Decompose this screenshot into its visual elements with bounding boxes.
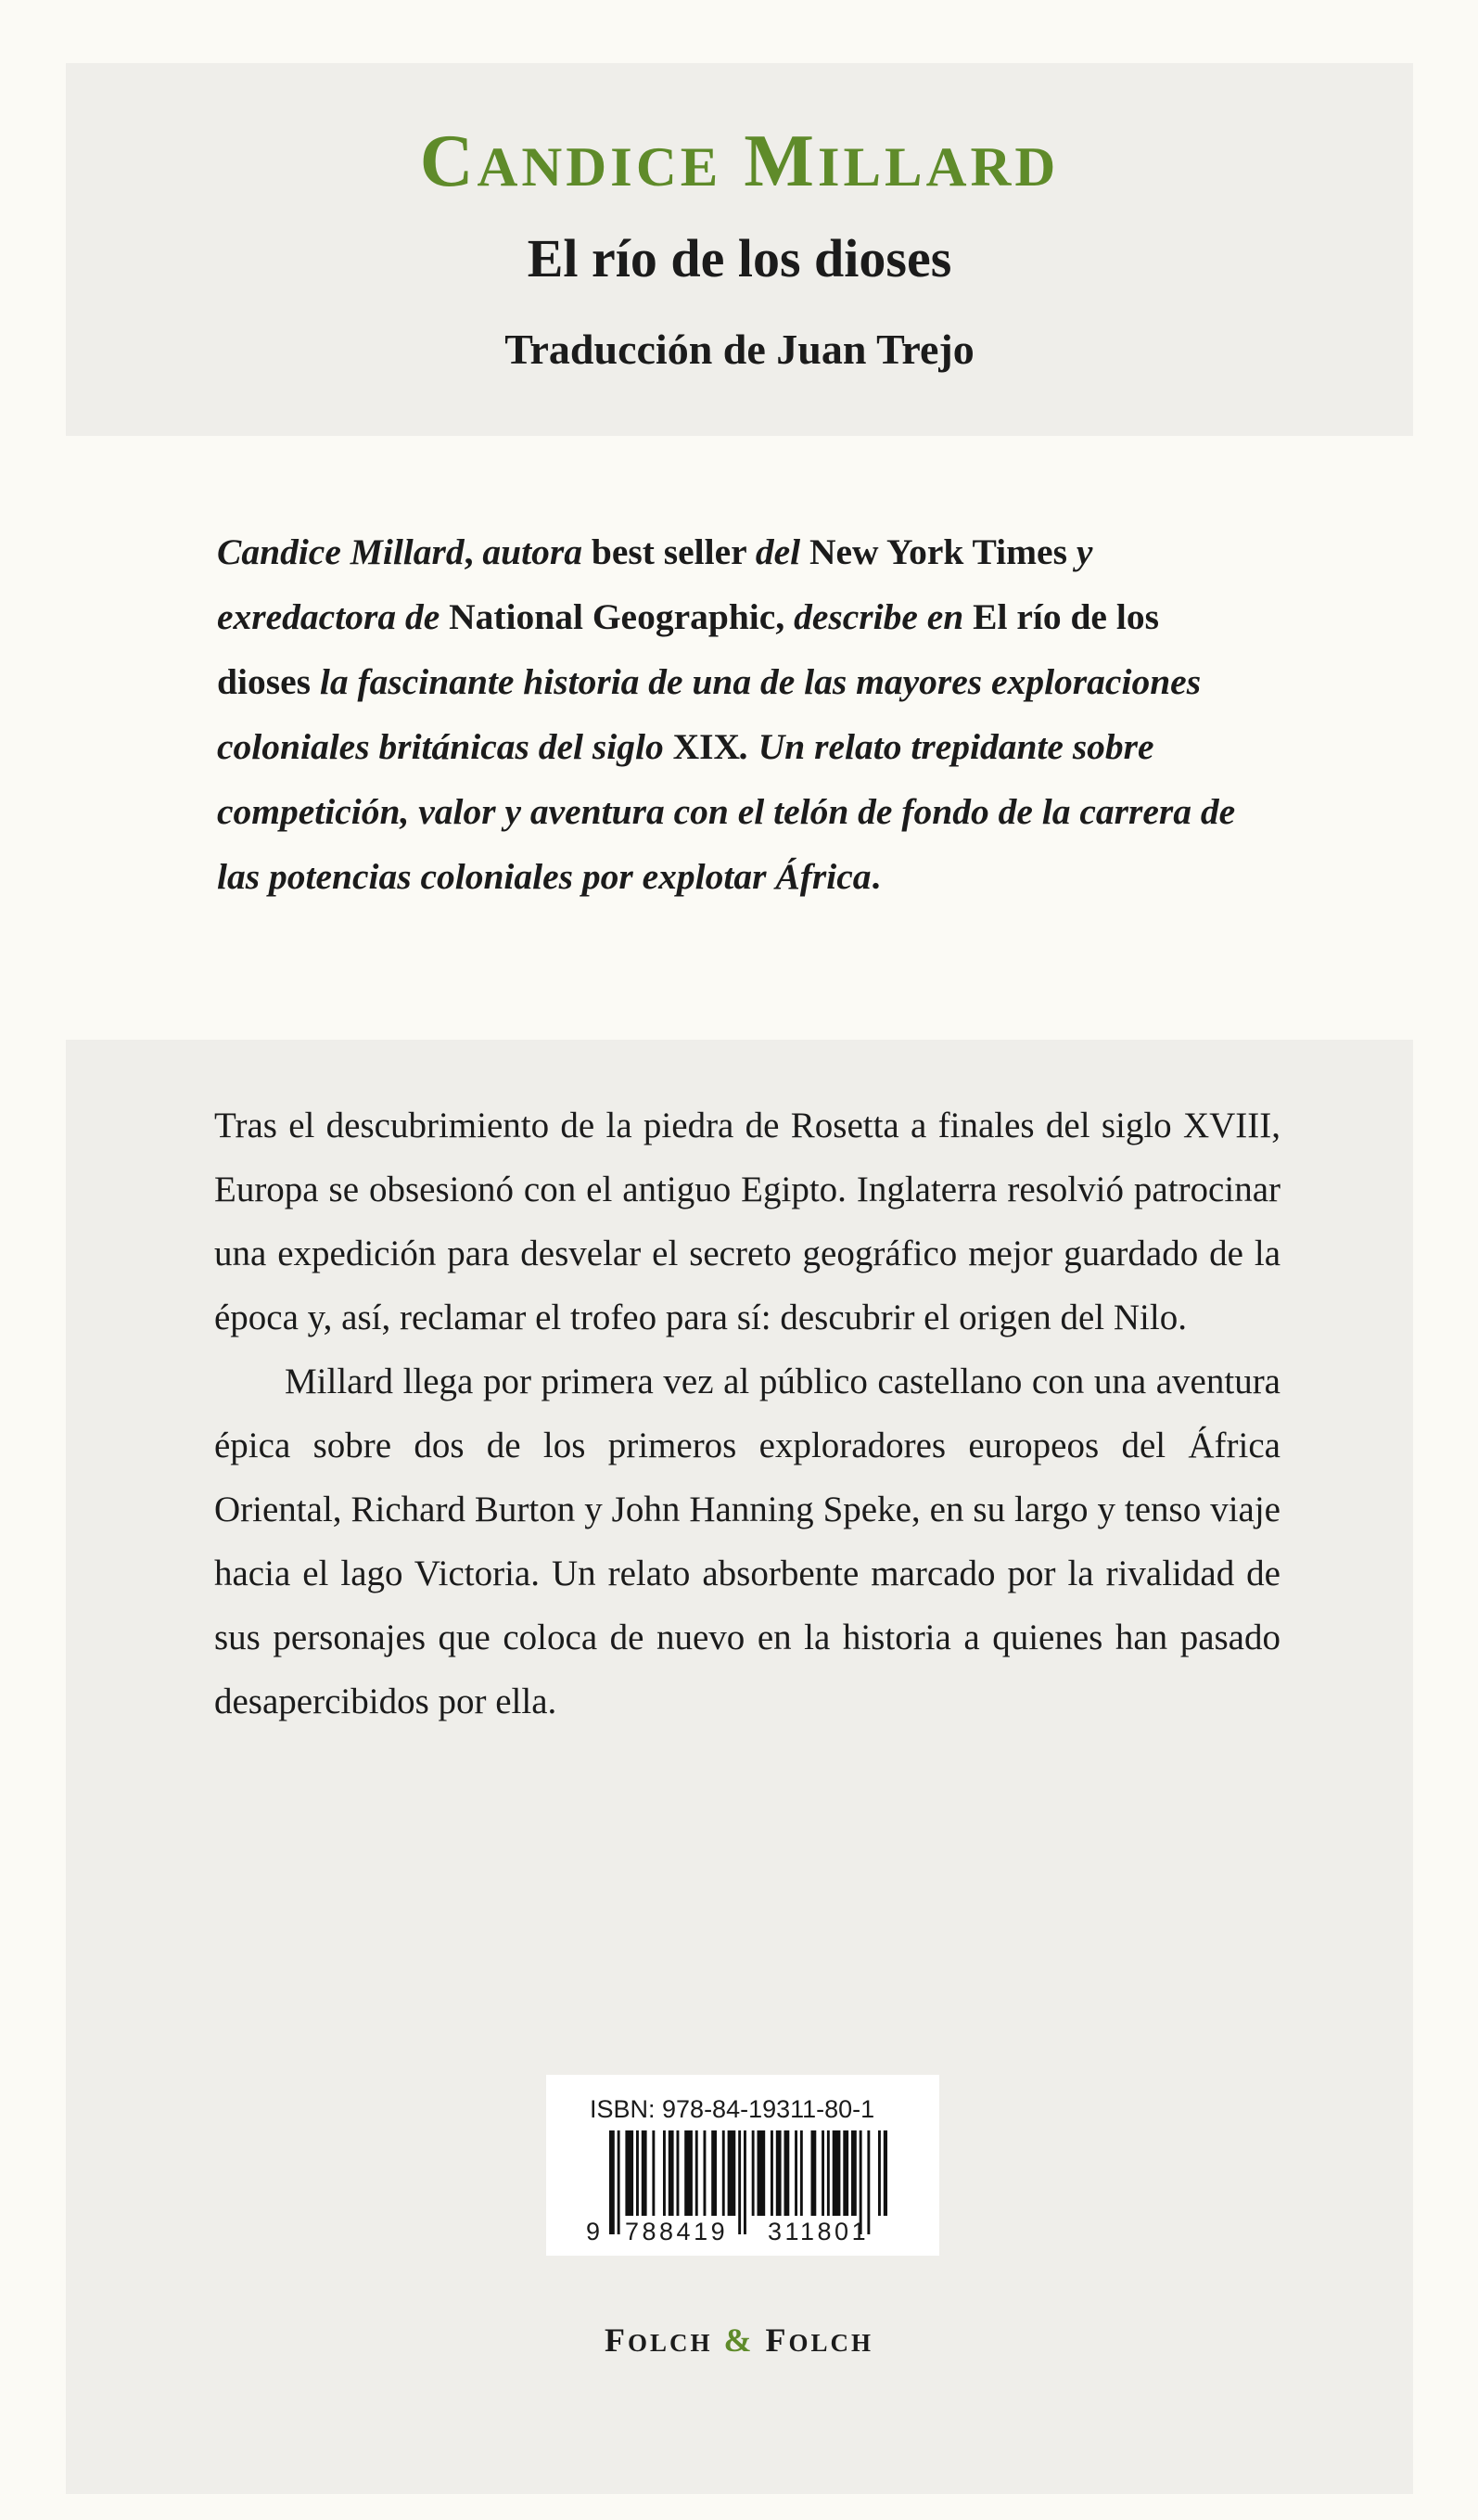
blurb-segment: National Geographic (449, 596, 776, 637)
barcode-bar (795, 2130, 797, 2216)
barcode-bar (744, 2130, 746, 2234)
barcode-bar (704, 2130, 707, 2216)
blurb-segment: y exredactora de (217, 531, 1093, 637)
synopsis (214, 1094, 1281, 1733)
isbn-label: ISBN: 978-84-19311-80-1 (590, 2095, 875, 2123)
isbn-barcode (546, 2075, 939, 2256)
synopsis-paragraph-2: Millard llega por primera vez al público castellano con una aventura épica sobre dos de los primeros exploradores europeos del África Oriental, Richard Burton y John Hanning Speke, en su largo y tenso viaje hacia el lago Victoria. Un relato absorbente marcado por la rivalidad de sus personajes que coloca de nuevo en la historia a quienes han pasado desapercibidos por ella. (214, 1362, 1281, 1721)
barcode-bar (827, 2130, 830, 2216)
blurb-segment: El río de los dioses (217, 596, 1159, 702)
blurb-segment: describe en (794, 596, 974, 637)
blurb-text (217, 519, 1259, 909)
barcode-bar (822, 2130, 824, 2216)
barcode-bar (811, 2130, 817, 2216)
barcode-bar (752, 2130, 755, 2216)
synopsis-panel (66, 1040, 1413, 2494)
publisher-logo (0, 2321, 1478, 2360)
barcode-bar (843, 2130, 848, 2216)
blurb-segment: , (464, 531, 483, 572)
barcode-bar (776, 2130, 782, 2216)
header-panel (66, 63, 1413, 436)
blurb-segment: best seller (591, 531, 756, 572)
barcode-bar (695, 2130, 698, 2216)
barcode-bar (652, 2130, 655, 2216)
barcode-bar (851, 2130, 857, 2216)
blurb-segment: . (871, 856, 881, 897)
blurb-segment: New York Times (809, 531, 1067, 572)
barcode-digits-right: 311801 (768, 2218, 870, 2245)
barcode-bar (771, 2130, 773, 2216)
blurb-segment: autora (482, 531, 592, 572)
barcode-digits-left: 788419 (625, 2218, 729, 2245)
blurb-segment: , (775, 596, 795, 637)
publisher-ampersand: & (723, 2322, 755, 2359)
barcode-bar (833, 2130, 841, 2216)
barcode-bar (636, 2130, 639, 2216)
barcode-bar (609, 2130, 615, 2234)
barcode-bar (684, 2130, 693, 2216)
barcode-bar (758, 2130, 766, 2216)
barcode-digit-first: 9 (586, 2218, 601, 2245)
barcode-bar (728, 2130, 736, 2216)
book-title: El río de los dioses (527, 228, 952, 288)
barcode-bar (738, 2130, 741, 2234)
blurb-segment: la fascinante historia de una de las mayores exploraciones coloniales británicas del siglo (217, 661, 1202, 767)
barcode-bar (800, 2130, 803, 2216)
blurb-segment: del (755, 531, 809, 572)
barcode-bar (711, 2130, 717, 2216)
blurb-segment: . Un relato trepidante sobre competición, valor y aventura con el telón de fondo de la carrera de las potencias coloniales por explotar África (217, 726, 1236, 897)
barcode-bar (878, 2130, 881, 2216)
barcode-bar (618, 2130, 620, 2234)
publisher-name-1: FOLCH (604, 2322, 713, 2359)
publisher-name-2: FOLCH (765, 2322, 874, 2359)
barcode-bar (784, 2130, 790, 2216)
author-name: CANDICE MILLARD (419, 121, 1060, 202)
barcode-bar (677, 2130, 680, 2216)
barcode-bar (642, 2130, 647, 2216)
barcode-bar (625, 2130, 633, 2216)
barcode-bar (669, 2130, 674, 2216)
barcode-bar (722, 2130, 725, 2216)
translation-credit: Traducción de Juan Trejo (504, 326, 975, 373)
synopsis-paragraph-1: Tras el descubrimiento de la piedra de Rosetta a finales del siglo XVIII, Europa se obsesionó con el antiguo Egipto. Inglaterra resolvió patrocinar una expedición para desvelar el secreto geográfico mejor guardado de la época y, así, reclamar el trofeo para sí: descubrir el origen del Nilo. (214, 1106, 1281, 1337)
barcode-bar (663, 2130, 666, 2216)
blurb-segment: Candice Millard (217, 531, 465, 572)
blurb-segment: XIX (672, 726, 741, 767)
barcode-bar (884, 2130, 887, 2216)
